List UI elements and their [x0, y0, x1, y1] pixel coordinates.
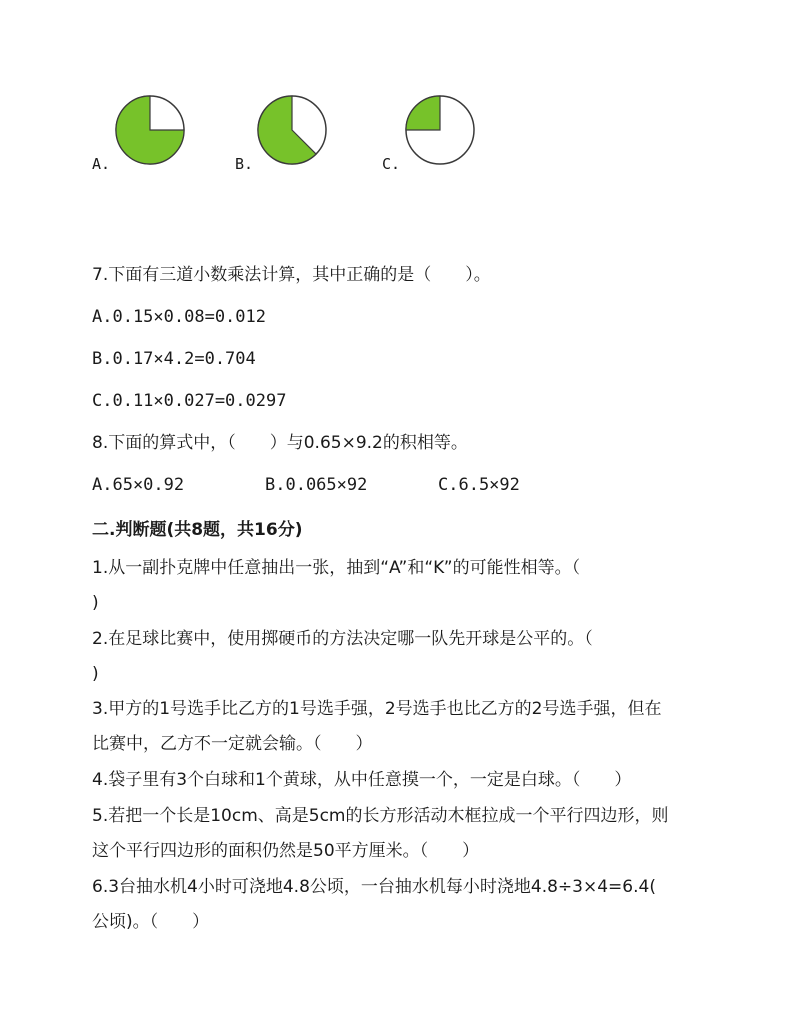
pie-option-b — [252, 90, 332, 170]
q7-option-b: B.0.17×4.2=0.704 — [92, 349, 256, 369]
judge-item-3-line1: 3.甲方的1号选手比乙方的1号选手强，2号选手也比乙方的2号选手强，但在 — [92, 699, 662, 719]
section-heading: 二.判断题(共8题，共16分) — [92, 520, 303, 540]
pie-option-c-label: C. — [382, 155, 401, 173]
q7-option-a: A.0.15×0.08=0.012 — [92, 307, 266, 327]
judge-item-1-line1: 1.从一副扑克牌中任意抽出一张，抽到“A”和“K”的可能性相等。（ — [92, 558, 581, 578]
q7-option-c: C.0.11×0.027=0.0297 — [92, 391, 287, 411]
pie-option-b-label: B. — [235, 155, 254, 173]
q8-stem: 8.下面的算式中，（ ）与0.65×9.2的积相等。 — [92, 433, 468, 453]
judge-item-4-line1: 4.袋子里有3个白球和1个黄球，从中任意摸一个，一定是白球。（ ） — [92, 770, 632, 790]
q8-option-b: B.0.065×92 — [265, 475, 368, 495]
q8-option-c: C.6.5×92 — [438, 475, 520, 495]
pie-option-a — [110, 90, 190, 170]
pie-option-c — [400, 90, 480, 170]
judge-item-2-line2: ) — [92, 664, 99, 684]
pie-option-a-label: A. — [92, 155, 111, 173]
judge-item-6-line2: 公顷)。（ ） — [92, 912, 210, 932]
q7-stem: 7.下面有三道小数乘法计算，其中正确的是（ ）。 — [92, 265, 491, 285]
judge-item-2-line1: 2.在足球比赛中，使用掷硬币的方法决定哪一队先开球是公平的。（ — [92, 629, 593, 649]
q8-option-a: A.65×0.92 — [92, 475, 185, 495]
judge-item-1-line2: ) — [92, 593, 99, 613]
judge-item-3-line2: 比赛中，乙方不一定就会输。（ ） — [92, 734, 373, 754]
judge-item-5-line2: 这个平行四边形的面积仍然是50平方厘米。（ ） — [92, 841, 480, 861]
judge-item-5-line1: 5.若把一个长是10cm、高是5cm的长方形活动木框拉成一个平行四边形，则 — [92, 806, 669, 826]
judge-item-6-line1: 6.3台抽水机4小时可浇地4.8公顷，一台抽水机每小时浇地4.8÷3×4=6.4( — [92, 877, 656, 897]
